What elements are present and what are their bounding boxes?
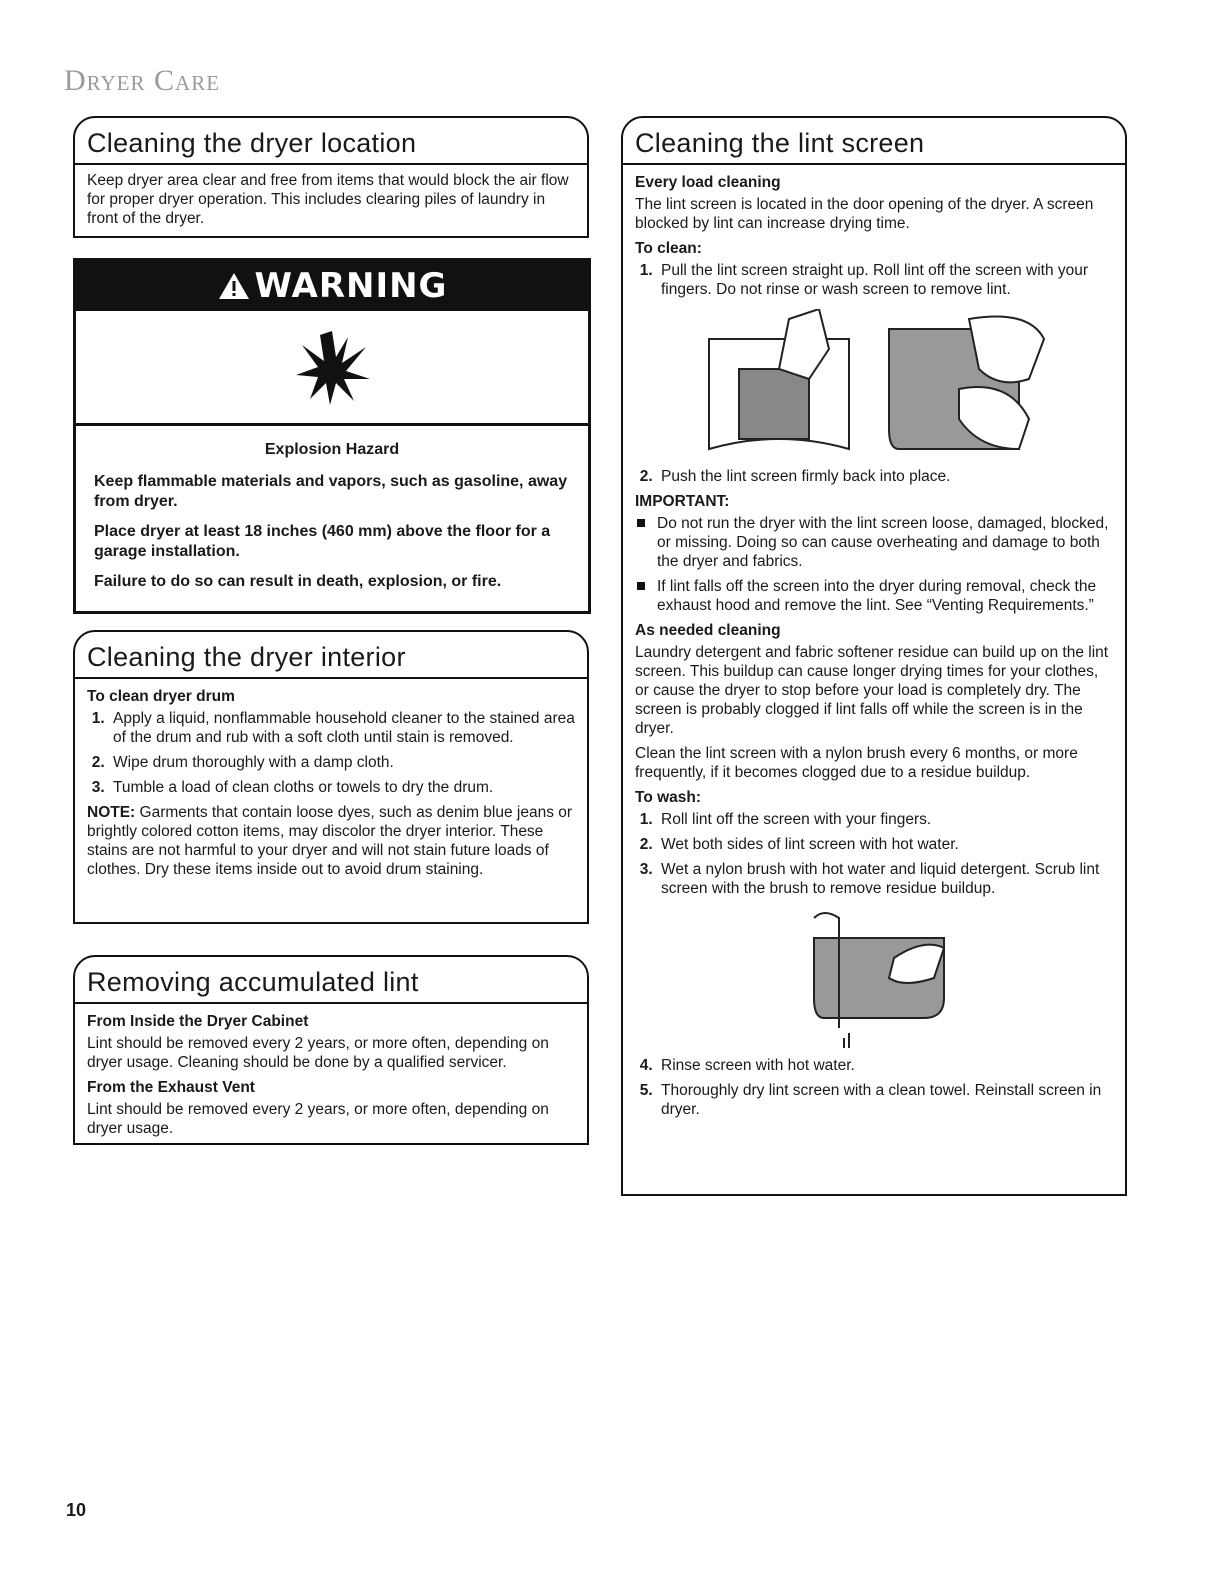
explosion-icon	[292, 327, 372, 407]
paragraph: The lint screen is located in the door opening of the dryer. A screen blocked by lint can increase drying time.	[635, 196, 1094, 232]
bullet-item: Do not run the dryer with the lint screen loose, damaged, blocked, or missing. Doing so can cause overheating and damage to both the dryer and fabrics.	[657, 514, 1113, 571]
section-title: Removing accumulated lint	[75, 957, 587, 1004]
subheading: To clean:	[635, 240, 702, 257]
location-body: Keep dryer area clear and free from items that would block the air flow for proper dryer operation. This includes clearing piles of laundry in front of the dryer.	[87, 172, 569, 227]
warning-line: Place dryer at least 18 inches (460 mm) above the floor for a garage installation.	[94, 523, 551, 560]
lint-screen-removal-illustration	[699, 309, 859, 459]
illustration-row	[635, 309, 1113, 459]
warning-triangle-icon	[217, 271, 251, 301]
list-item: 1. Apply a liquid, nonflammable household cleaner to the stained area of the drum and rub with a soft cloth until stain is removed.	[109, 709, 575, 747]
section-lint-screen	[621, 116, 1127, 1196]
subheading: IMPORTANT:	[635, 493, 730, 510]
brush-scrub-illustration	[794, 908, 954, 1048]
paragraph: Laundry detergent and fabric softener residue can build up on the lint screen. This buildup can cause longer drying times for your clothes, or cause the dryer to stop before your load is completely dry. The screen is probably clogged if lint falls off while the screen is in the dryer.	[635, 644, 1109, 737]
subheading: To wash:	[635, 789, 702, 806]
list-item: 4. Rinse screen with hot water.	[657, 1056, 1113, 1075]
section-dryer-location	[73, 116, 589, 238]
section-title: Cleaning the dryer interior	[75, 632, 587, 679]
list-item: 2. Wipe drum thoroughly with a damp cloth.	[109, 753, 575, 772]
warning-header: WARNING	[76, 261, 588, 311]
subheading: As needed cleaning	[635, 622, 781, 639]
section-dryer-interior	[73, 630, 589, 924]
paragraph: Clean the lint screen with a nylon brush every 6 months, or more frequently, if it becomes clogged due to a residue buildup.	[635, 745, 1078, 781]
section-title: Cleaning the lint screen	[623, 118, 1125, 165]
subheading: From the Exhaust Vent	[87, 1079, 255, 1096]
list-item: 5. Thoroughly dry lint screen with a clean towel. Reinstall screen in dryer.	[657, 1081, 1113, 1119]
list-item: 2. Wet both sides of lint screen with hot water.	[657, 835, 1113, 854]
list-item: 2. Push the lint screen firmly back into place.	[657, 467, 1113, 486]
warning-line: Failure to do so can result in death, explosion, or fire.	[94, 573, 502, 590]
list-item: 1. Roll lint off the screen with your fingers.	[657, 810, 1113, 829]
warning-box	[73, 258, 591, 614]
subheading: From Inside the Dryer Cabinet	[87, 1013, 309, 1030]
section-accumulated-lint	[73, 955, 589, 1145]
subheading: Every load cleaning	[635, 174, 781, 191]
list-item: 1. Pull the lint screen straight up. Roll lint off the screen with your fingers. Do not rinse or wash screen to remove lint.	[657, 261, 1113, 299]
note: NOTE: Garments that contain loose dyes, such as denim blue jeans or brightly colored cotton items, may discolor the dryer interior. These stains are not harmful to your dryer and will not stain future loads of clothes. Dry these items inside out to avoid drum staining.	[87, 804, 573, 878]
list-item: 3. Wet a nylon brush with hot water and liquid detergent. Scrub lint screen with the brush to remove residue buildup.	[657, 860, 1113, 898]
paragraph: Lint should be removed every 2 years, or more often, depending on dryer usage. Cleaning should be done by a qualified servicer.	[87, 1035, 549, 1071]
page-number: 10	[66, 1500, 87, 1520]
lint-roll-illustration	[879, 309, 1049, 459]
bullet-item: If lint falls off the screen into the dryer during removal, check the exhaust hood and remove the lint. See “Venting Requirements.”	[657, 577, 1113, 615]
subheading: To clean dryer drum	[87, 688, 235, 705]
list-item: 3. Tumble a load of clean cloths or towels to dry the drum.	[109, 778, 575, 797]
warning-line: Keep flammable materials and vapors, such as gasoline, away from dryer.	[94, 473, 568, 510]
section-title: Cleaning the dryer location	[75, 118, 587, 165]
illustration-row	[635, 908, 1113, 1048]
paragraph: Lint should be removed every 2 years, or more often, depending on dryer usage.	[87, 1101, 549, 1137]
hazard-label: Explosion Hazard	[264, 441, 400, 458]
page-title: Dryer Care	[64, 64, 221, 97]
